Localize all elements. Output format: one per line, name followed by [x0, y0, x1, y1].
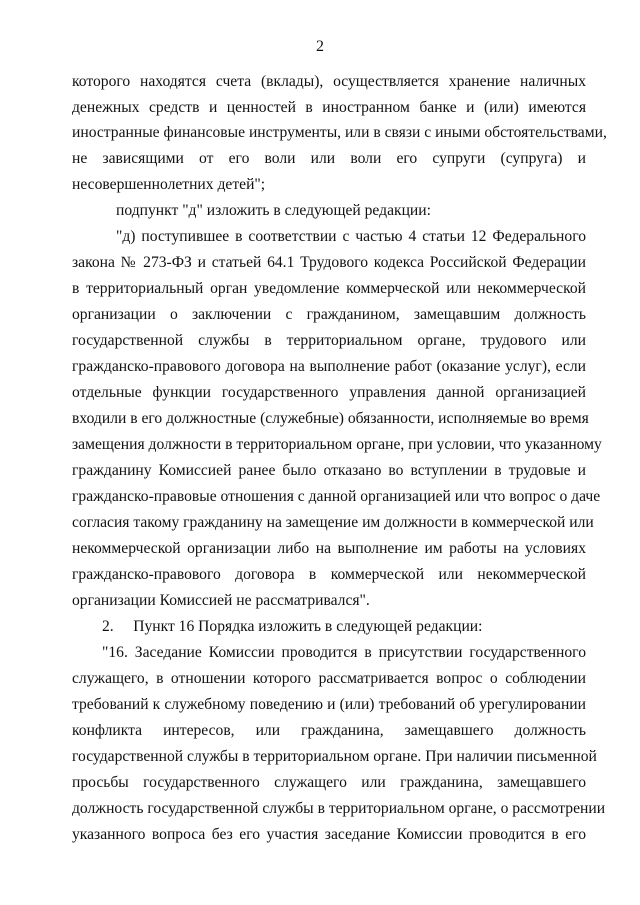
text-line-13: отдельные функции государственного управления данной организацией	[72, 384, 586, 401]
text-line-2: денежных средств и ценностей в иностранном банке и (или) имеются	[72, 99, 586, 116]
page-number: 2	[316, 38, 324, 55]
text-line-16: гражданину Комиссией ранее было отказано во вступлении в трудовые и	[72, 462, 586, 479]
text-line-24: служащего, в отношении которого рассматривается вопрос о соблюдении	[72, 670, 586, 687]
text-line-6: подпункт "д" изложить в следующей редакции:	[116, 202, 431, 219]
text-line-12: гражданско-правового договора на выполнение работ (оказание услуг), если	[72, 358, 586, 375]
text-line-28: просьбы государственного служащего или гражданина, замещавшего	[72, 774, 586, 791]
section-heading-2: 2. Пункт 16 Порядка изложить в следующей редакции:	[102, 618, 483, 635]
text-line-25: требований к служебному поведению и (или) требований об урегулировании	[72, 696, 586, 713]
text-line-4: не зависящими от его воли или воли его супруги (супруга) и	[72, 150, 586, 167]
text-line-29: должность государственной службы в территориальном органе, о рассмотрении	[72, 800, 606, 817]
text-line-21: организации Комиссией не рассматривался".	[72, 592, 370, 609]
text-line-1: которого находятся счета (вклады), осуществляется хранение наличных	[72, 73, 586, 90]
text-line-3: иностранные финансовые инструменты, или в связи с иными обстоятельствами,	[72, 124, 607, 141]
text-line-8: закона № 273-ФЗ и статьей 64.1 Трудового кодекса Российской Федерации	[72, 254, 586, 271]
text-line-7: "д) поступившее в соответствии с частью 4 статьи 12 Федерального	[116, 228, 586, 245]
text-line-11: государственной службы в территориальном органе, трудового или	[72, 332, 586, 349]
text-line-5: несовершеннолетних детей";	[72, 176, 266, 193]
text-line-14: входили в его должностные (служебные) обязанности, исполняемые во время	[72, 410, 589, 427]
text-line-20: гражданско-правового договора в коммерческой или некоммерческой	[72, 566, 586, 583]
text-line-17: гражданско-правовые отношения с данной организацией или что вопрос о даче	[72, 488, 601, 505]
text-line-26: конфликта интересов, или гражданина, замещавшего должность	[72, 722, 586, 739]
text-line-15: замещения должности в территориальном органе, при условии, что указанному	[72, 436, 602, 453]
text-line-19: некоммерческой организации либо на выполнение им работы на условиях	[72, 540, 586, 557]
text-line-27: государственной службы в территориальном органе. При наличии письменной	[72, 748, 597, 765]
text-line-18: согласия такому гражданину на замещение им должности в коммерческой или	[72, 514, 594, 531]
text-line-10: организации о заключении с гражданином, замещавшим должность	[72, 306, 586, 323]
text-line-9: в территориальный орган уведомление коммерческой или некоммерческой	[72, 280, 586, 297]
text-line-23: "16. Заседание Комиссии проводится в присутствии государственного	[102, 644, 586, 661]
text-line-30: указанного вопроса без его участия заседание Комиссии проводится в его	[72, 826, 586, 843]
